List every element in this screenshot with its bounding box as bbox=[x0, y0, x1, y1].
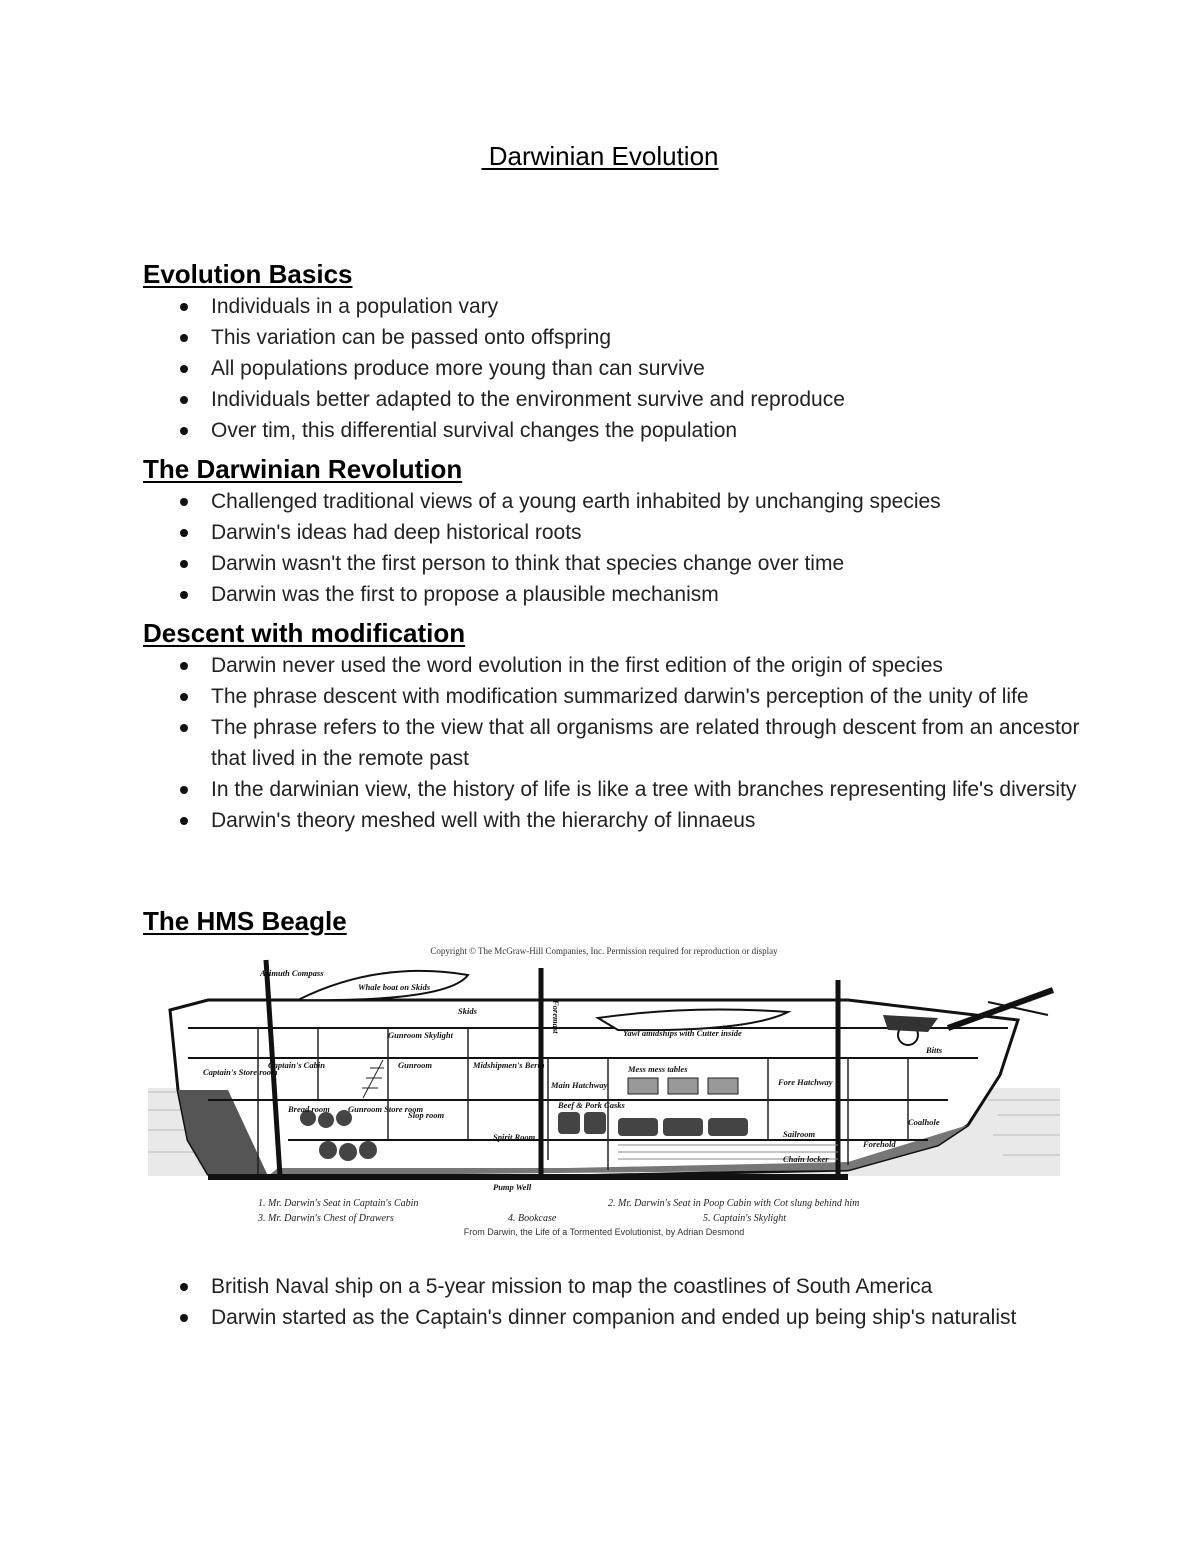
list-item: Darwin never used the word evolution in the first edition of the origin of species bbox=[143, 650, 1083, 681]
label-mess-tables: Mess mess tables bbox=[628, 1064, 688, 1074]
bullet-list bbox=[143, 650, 1083, 836]
section-heading: Descent with modification bbox=[143, 618, 466, 648]
caption-1: 1. Mr. Darwin's Seat in Captain's Cabin bbox=[258, 1198, 419, 1209]
list-item: The phrase descent with modification summarized darwin's perception of the unity of life bbox=[143, 681, 1083, 712]
hms-beagle-cutaway-figure bbox=[148, 940, 1060, 1240]
figure-copyright: Copyright © The McGraw-Hill Companies, Inc. Permission required for reproduction or display bbox=[430, 946, 778, 956]
caption-2: 2. Mr. Darwin's Seat in Poop Cabin with Cot slung behind him bbox=[608, 1198, 860, 1209]
list-item: Over tim, this differential survival changes the population bbox=[143, 415, 1083, 446]
list-item: This variation can be passed onto offspring bbox=[143, 322, 1083, 353]
section-hms-beagle-bullets bbox=[143, 1271, 1083, 1333]
bullet-list bbox=[143, 486, 1083, 610]
caption-5: 5. Captain's Skylight bbox=[703, 1213, 786, 1224]
label-bitts: Bitts bbox=[926, 1045, 943, 1055]
list-item: Darwin started as the Captain's dinner companion and ended up being ship's naturalist bbox=[143, 1302, 1083, 1333]
label-coalhole: Coalhole bbox=[908, 1117, 940, 1127]
label-slop-room: Slop room bbox=[408, 1110, 445, 1120]
label-gunroom: Gunroom bbox=[398, 1060, 433, 1070]
section-heading: Evolution Basics bbox=[143, 259, 353, 289]
section-heading: The HMS Beagle bbox=[143, 906, 347, 936]
label-foremast: Foremast bbox=[551, 1000, 561, 1034]
list-item: Individuals in a population vary bbox=[143, 291, 1083, 322]
label-yawl: Yawl amidships with Cutter inside bbox=[623, 1028, 742, 1038]
section-darwinian-revolution bbox=[143, 452, 1083, 610]
label-beef-pork: Beef & Pork Casks bbox=[558, 1100, 625, 1110]
label-chain-locker: Chain locker bbox=[783, 1154, 829, 1164]
label-fore-hatchway: Fore Hatchway bbox=[778, 1077, 833, 1087]
caption-4: 4. Bookcase bbox=[508, 1213, 557, 1224]
label-skids: Skids bbox=[458, 1006, 477, 1016]
list-item: Darwin was the first to propose a plausible mechanism bbox=[143, 579, 1083, 610]
list-item: All populations produce more young than can survive bbox=[143, 353, 1083, 384]
section-descent-with-modification bbox=[143, 616, 1083, 836]
label-sail-room: Sailroom bbox=[783, 1129, 816, 1139]
section-heading: The Darwinian Revolution bbox=[143, 454, 463, 484]
list-item: Darwin's theory meshed well with the hierarchy of linnaeus bbox=[143, 805, 1083, 836]
label-midshipmens-berth: Midshipmen's Berth bbox=[473, 1060, 545, 1070]
bullet-list bbox=[143, 291, 1083, 446]
section-hms-beagle bbox=[143, 904, 1083, 938]
label-whale-boat: Whale boat on Skids bbox=[358, 982, 431, 992]
label-captains-store: Captain's Store room bbox=[203, 1067, 278, 1077]
list-item: British Naval ship on a 5-year mission to map the coastlines of South America bbox=[143, 1271, 1083, 1302]
label-forehold: Forehold bbox=[863, 1139, 896, 1149]
figure-source: From Darwin, the Life of a Tormented Evolutionist, by Adrian Desmond bbox=[463, 1227, 745, 1237]
document-title: Darwinian Evolution bbox=[481, 141, 719, 171]
section-evolution-basics bbox=[143, 257, 1083, 446]
label-gunroom-store: Gunroom Store room bbox=[348, 1104, 424, 1114]
label-pump-well: Pump Well bbox=[493, 1182, 532, 1192]
label-captains-cabin: Captain's Cabin bbox=[268, 1060, 325, 1070]
list-item: In the darwinian view, the history of life is like a tree with branches representing life's diversity bbox=[143, 774, 1083, 805]
label-bread-room: Bread room bbox=[288, 1104, 330, 1114]
list-item: Challenged traditional views of a young earth inhabited by unchanging species bbox=[143, 486, 1083, 517]
list-item: The phrase refers to the view that all organisms are related through descent from an ancestor that lived in the remote past bbox=[143, 712, 1083, 774]
label-spirit-room: Spirit Room bbox=[493, 1132, 536, 1142]
label-main-hatchway: Main Hatchway bbox=[551, 1080, 608, 1090]
bullet-list bbox=[143, 1271, 1083, 1333]
list-item: Darwin wasn't the first person to think that species change over time bbox=[143, 548, 1083, 579]
list-item: Darwin's ideas had deep historical roots bbox=[143, 517, 1083, 548]
label-azimuth-compass: Azimuth Compass bbox=[260, 968, 324, 978]
caption-3: 3. Mr. Darwin's Chest of Drawers bbox=[258, 1213, 394, 1224]
list-item: Individuals better adapted to the environment survive and reproduce bbox=[143, 384, 1083, 415]
label-gunroom-skylight: Gunroom Skylight bbox=[388, 1030, 453, 1040]
